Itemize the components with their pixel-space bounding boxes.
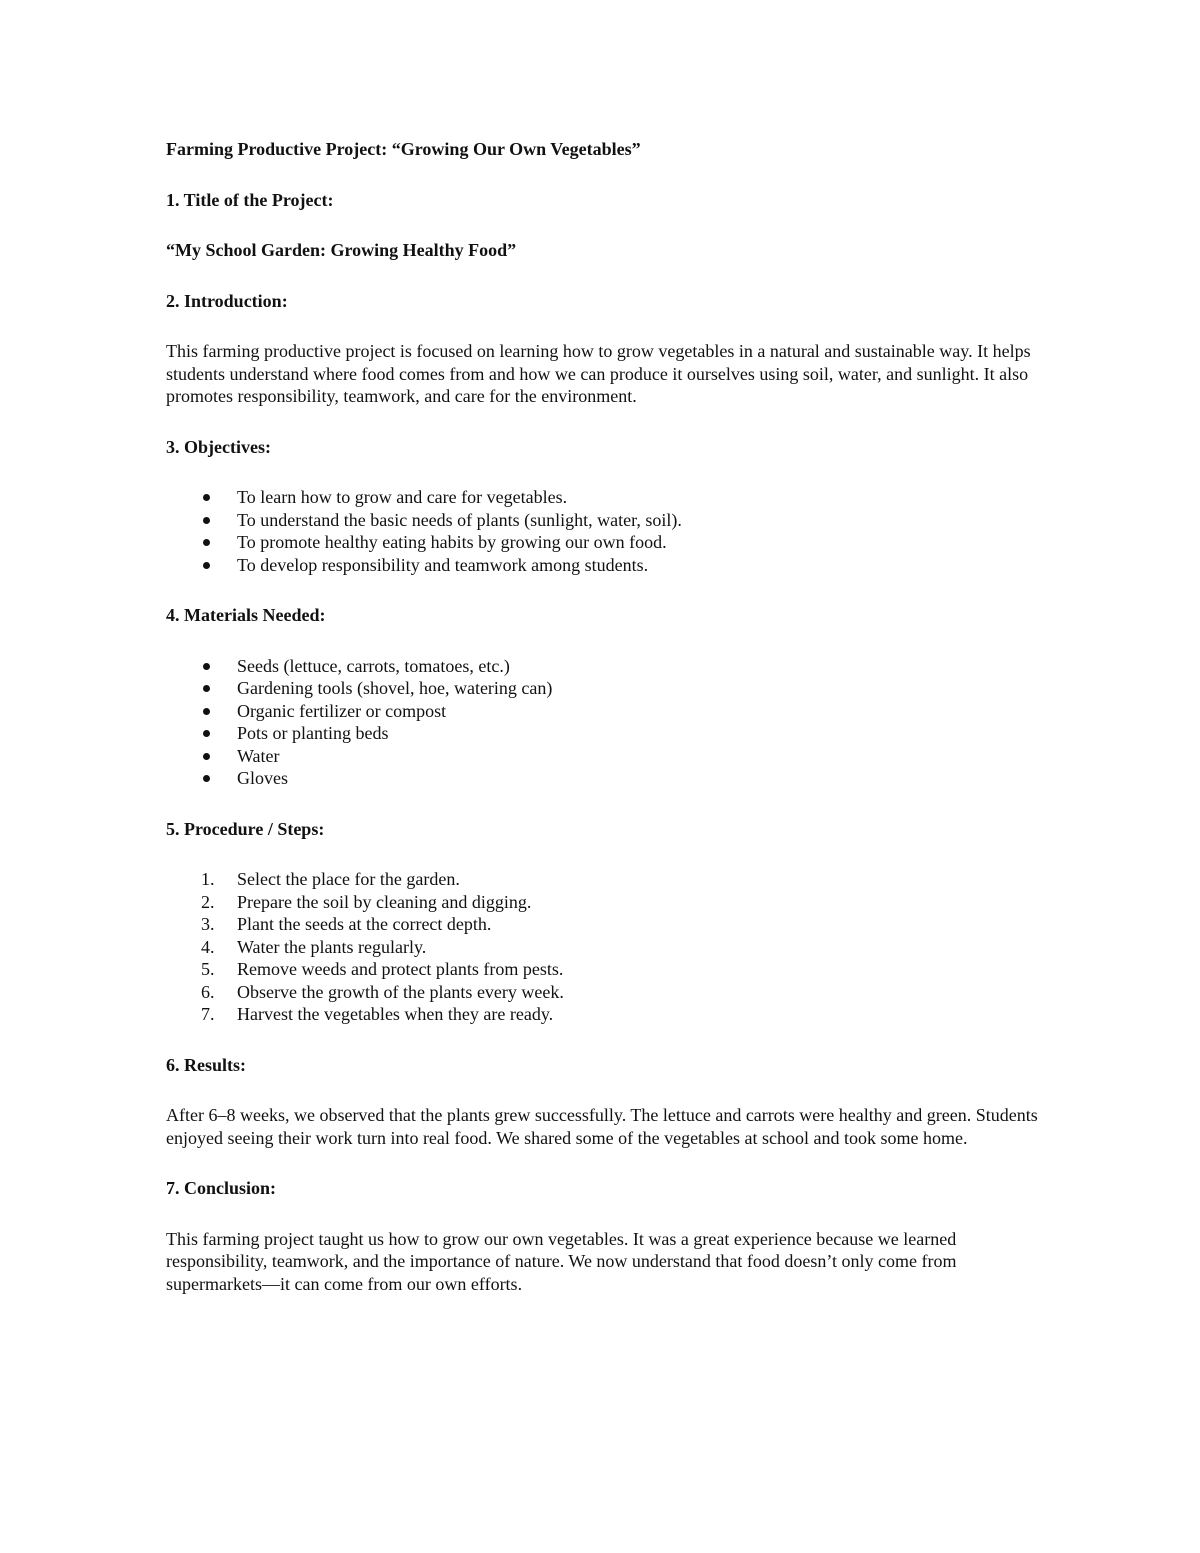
step-text: Observe the growth of the plants every week. bbox=[237, 981, 564, 1002]
materials-list bbox=[166, 655, 1046, 790]
list-item bbox=[166, 868, 1046, 891]
project-title: “My School Garden: Growing Healthy Food” bbox=[166, 240, 517, 260]
objectives-list bbox=[166, 486, 1046, 576]
list-item bbox=[166, 936, 1046, 959]
document-page bbox=[166, 138, 1046, 1295]
list-item bbox=[166, 891, 1046, 914]
procedure-list bbox=[166, 868, 1046, 1026]
document-title: Farming Productive Project: “Growing Our Own Vegetables” bbox=[166, 139, 641, 159]
section-6-heading: 6. Results: bbox=[166, 1054, 246, 1075]
step-text: Plant the seeds at the correct depth. bbox=[237, 914, 492, 934]
step-number: 4. bbox=[201, 936, 215, 957]
list-item: Gloves bbox=[166, 767, 1046, 790]
section-2-heading: 2. Introduction: bbox=[166, 290, 288, 311]
section-4-heading: 4. Materials Needed: bbox=[166, 605, 326, 625]
list-item bbox=[166, 958, 1046, 981]
section-5-heading: 5. Procedure / Steps: bbox=[166, 818, 325, 839]
section-7-heading: 7. Conclusion: bbox=[166, 1178, 277, 1198]
list-item: To develop responsibility and teamwork among students. bbox=[166, 554, 1046, 577]
list-item: To learn how to grow and care for vegetables. bbox=[166, 486, 1046, 509]
results-text: After 6–8 weeks, we observed that the plants grew successfully. The lettuce and carrots were healthy and green. Students enjoyed seeing their work turn into real food. We shared some of the vegetables at school and took some home. bbox=[166, 1105, 1038, 1148]
list-item bbox=[166, 1003, 1046, 1026]
step-text: Water the plants regularly. bbox=[237, 936, 427, 957]
list-item: Pots or planting beds bbox=[166, 722, 1046, 745]
conclusion-text: This farming project taught us how to grow our own vegetables. It was a great experience because we learned responsibility, teamwork, and the importance of nature. We now understand that food doesn’t only come from supermarkets—it can come from our own efforts. bbox=[166, 1228, 957, 1294]
introduction-text: This farming productive project is focused on learning how to grow vegetables in a natural and sustainable way. It helps students understand where food comes from and how we can produce it ourselves using soil, water, and sunlight. It also promotes responsibility, teamwork, and care for the environment. bbox=[166, 341, 1031, 406]
list-item: Water bbox=[166, 745, 1046, 768]
list-item: To promote healthy eating habits by growing our own food. bbox=[166, 531, 1046, 554]
list-item bbox=[166, 981, 1046, 1004]
step-number: 3. bbox=[201, 914, 215, 934]
list-item: To understand the basic needs of plants (sunlight, water, soil). bbox=[166, 509, 1046, 532]
step-number: 2. bbox=[201, 891, 215, 912]
step-text: Prepare the soil by cleaning and digging. bbox=[237, 891, 532, 912]
list-item: Seeds (lettuce, carrots, tomatoes, etc.) bbox=[166, 655, 1046, 678]
step-text: Select the place for the garden. bbox=[237, 869, 460, 889]
section-1-heading: 1. Title of the Project: bbox=[166, 189, 334, 210]
step-number: 6. bbox=[201, 981, 215, 1002]
list-item bbox=[166, 913, 1046, 936]
step-text: Remove weeds and protect plants from pests. bbox=[237, 959, 564, 979]
list-item: Gardening tools (shovel, hoe, watering can) bbox=[166, 677, 1046, 700]
step-number: 1. bbox=[201, 869, 215, 889]
section-3-heading: 3. Objectives: bbox=[166, 436, 271, 457]
step-number: 7. bbox=[201, 1004, 215, 1024]
step-text: Harvest the vegetables when they are ready. bbox=[237, 1004, 554, 1024]
list-item: Organic fertilizer or compost bbox=[166, 700, 1046, 723]
step-number: 5. bbox=[201, 959, 215, 979]
